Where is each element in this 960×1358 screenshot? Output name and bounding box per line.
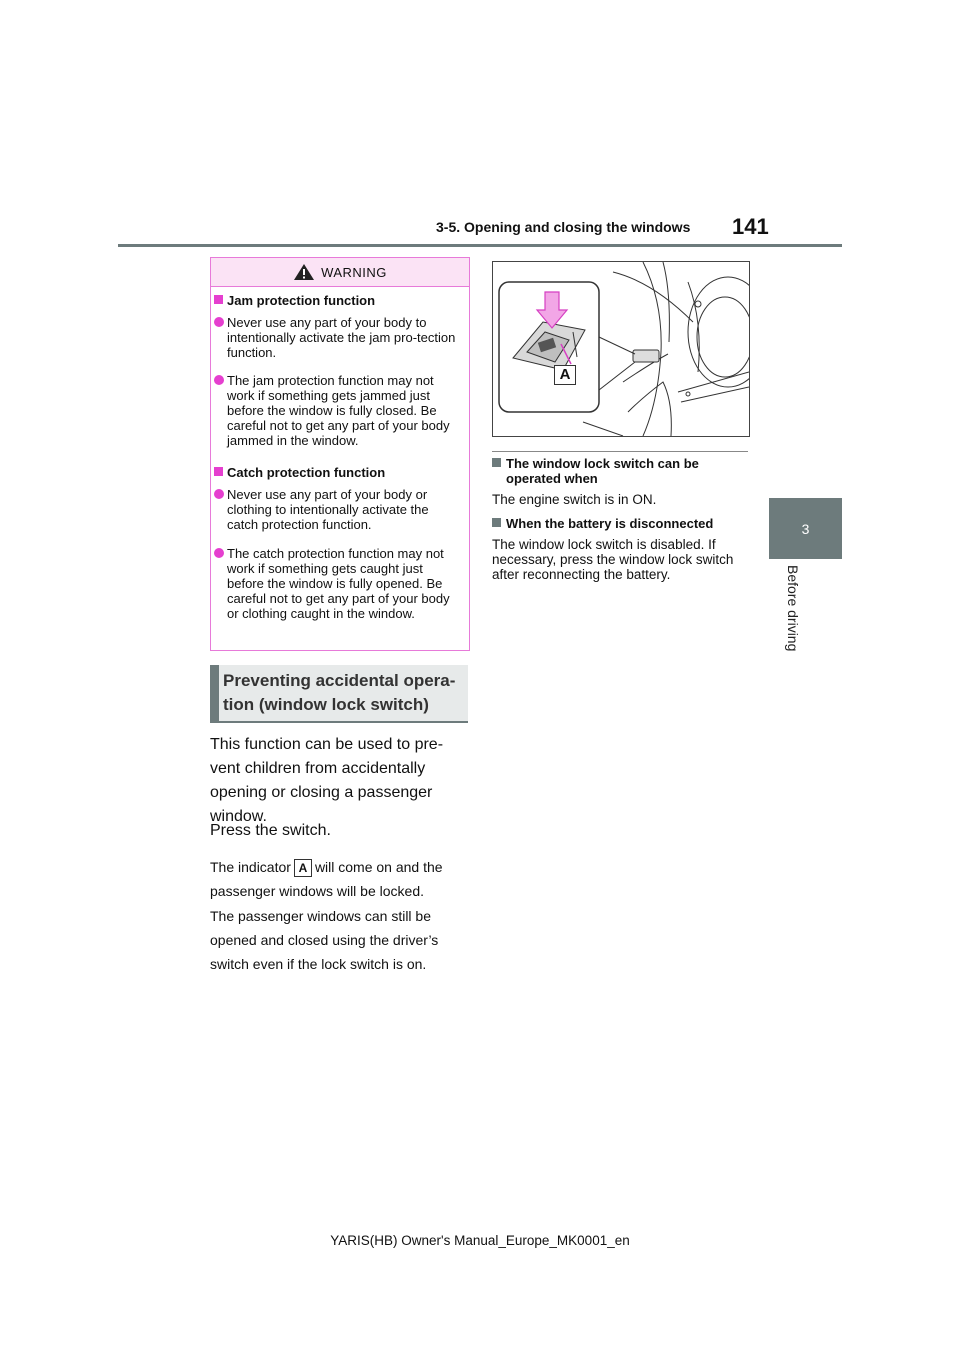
warning-bullet: Never use any part of your body or clothing to intentionally activate the catch protection function. — [227, 487, 459, 532]
warning-icon — [293, 263, 315, 281]
illustration-rule — [492, 451, 748, 452]
square-bullet-icon — [214, 295, 223, 304]
warning-title: WARNING — [321, 264, 387, 280]
square-bullet-icon — [492, 458, 501, 467]
warning-heading-jam: Jam protection function — [227, 293, 459, 308]
section-heading — [210, 665, 468, 721]
window-lock-illustration — [492, 261, 750, 437]
note-body-operable: The engine switch is in ON. — [492, 492, 657, 507]
chapter-number: 3 — [801, 520, 810, 537]
section-note-driver: The passenger windows can still be opened and closed using the driver’s switch even if the lock switch is on. — [210, 908, 439, 972]
warning-bullet: Never use any part of your body to intentionally activate the jam pro-tection function. — [227, 315, 459, 360]
square-bullet-icon — [214, 467, 223, 476]
chapter-tab — [769, 498, 842, 559]
footer-text: YARIS(HB) Owner's Manual_Europe_MK0001_en — [330, 1233, 630, 1248]
warning-heading-catch: Catch protection function — [227, 465, 459, 480]
note-heading-battery: When the battery is disconnected — [492, 516, 752, 531]
header-rule — [118, 244, 842, 247]
section-heading-bar — [210, 665, 219, 721]
note-body-battery: The window lock switch is disabled. If necessary, press the window lock switch after reconnecting the battery. — [492, 537, 734, 582]
section-title: 3-5. Opening and closing the windows — [436, 219, 691, 235]
section-rule — [210, 721, 468, 723]
round-bullet-icon — [214, 548, 224, 558]
section-note-indicator: The indicator A will come on and the passenger windows will be locked. — [210, 859, 443, 899]
round-bullet-icon — [214, 317, 224, 327]
warning-bullet: The catch protection function may not work if something gets caught just before the window is fully opened. Be careful not to get any part of your body or clothing caught in the window. — [227, 546, 459, 621]
round-bullet-icon — [214, 489, 224, 499]
section-heading-text: Preventing accidental opera-tion (window lock switch) — [223, 671, 456, 714]
page-number: 141 — [732, 214, 769, 239]
round-bullet-icon — [214, 375, 224, 385]
warning-box — [210, 257, 470, 651]
indicator-label-box: A — [294, 859, 312, 877]
square-bullet-icon — [492, 518, 501, 527]
section-step: Press the switch. — [210, 822, 331, 839]
section-intro: This function can be used to pre-vent children from accidentally opening or closing a passenger window. — [210, 736, 444, 825]
warning-bullet: The jam protection function may not work if something gets jammed just before the window is fully closed. Be careful not to get any part of your body jammed in the window. — [227, 373, 459, 448]
note-heading-operable: The window lock switch can be operated when — [492, 456, 752, 486]
door-panel-drawing — [493, 262, 749, 436]
callout-label-a: A — [554, 365, 576, 385]
chapter-title: Before driving — [785, 565, 801, 652]
warning-header — [211, 258, 469, 287]
